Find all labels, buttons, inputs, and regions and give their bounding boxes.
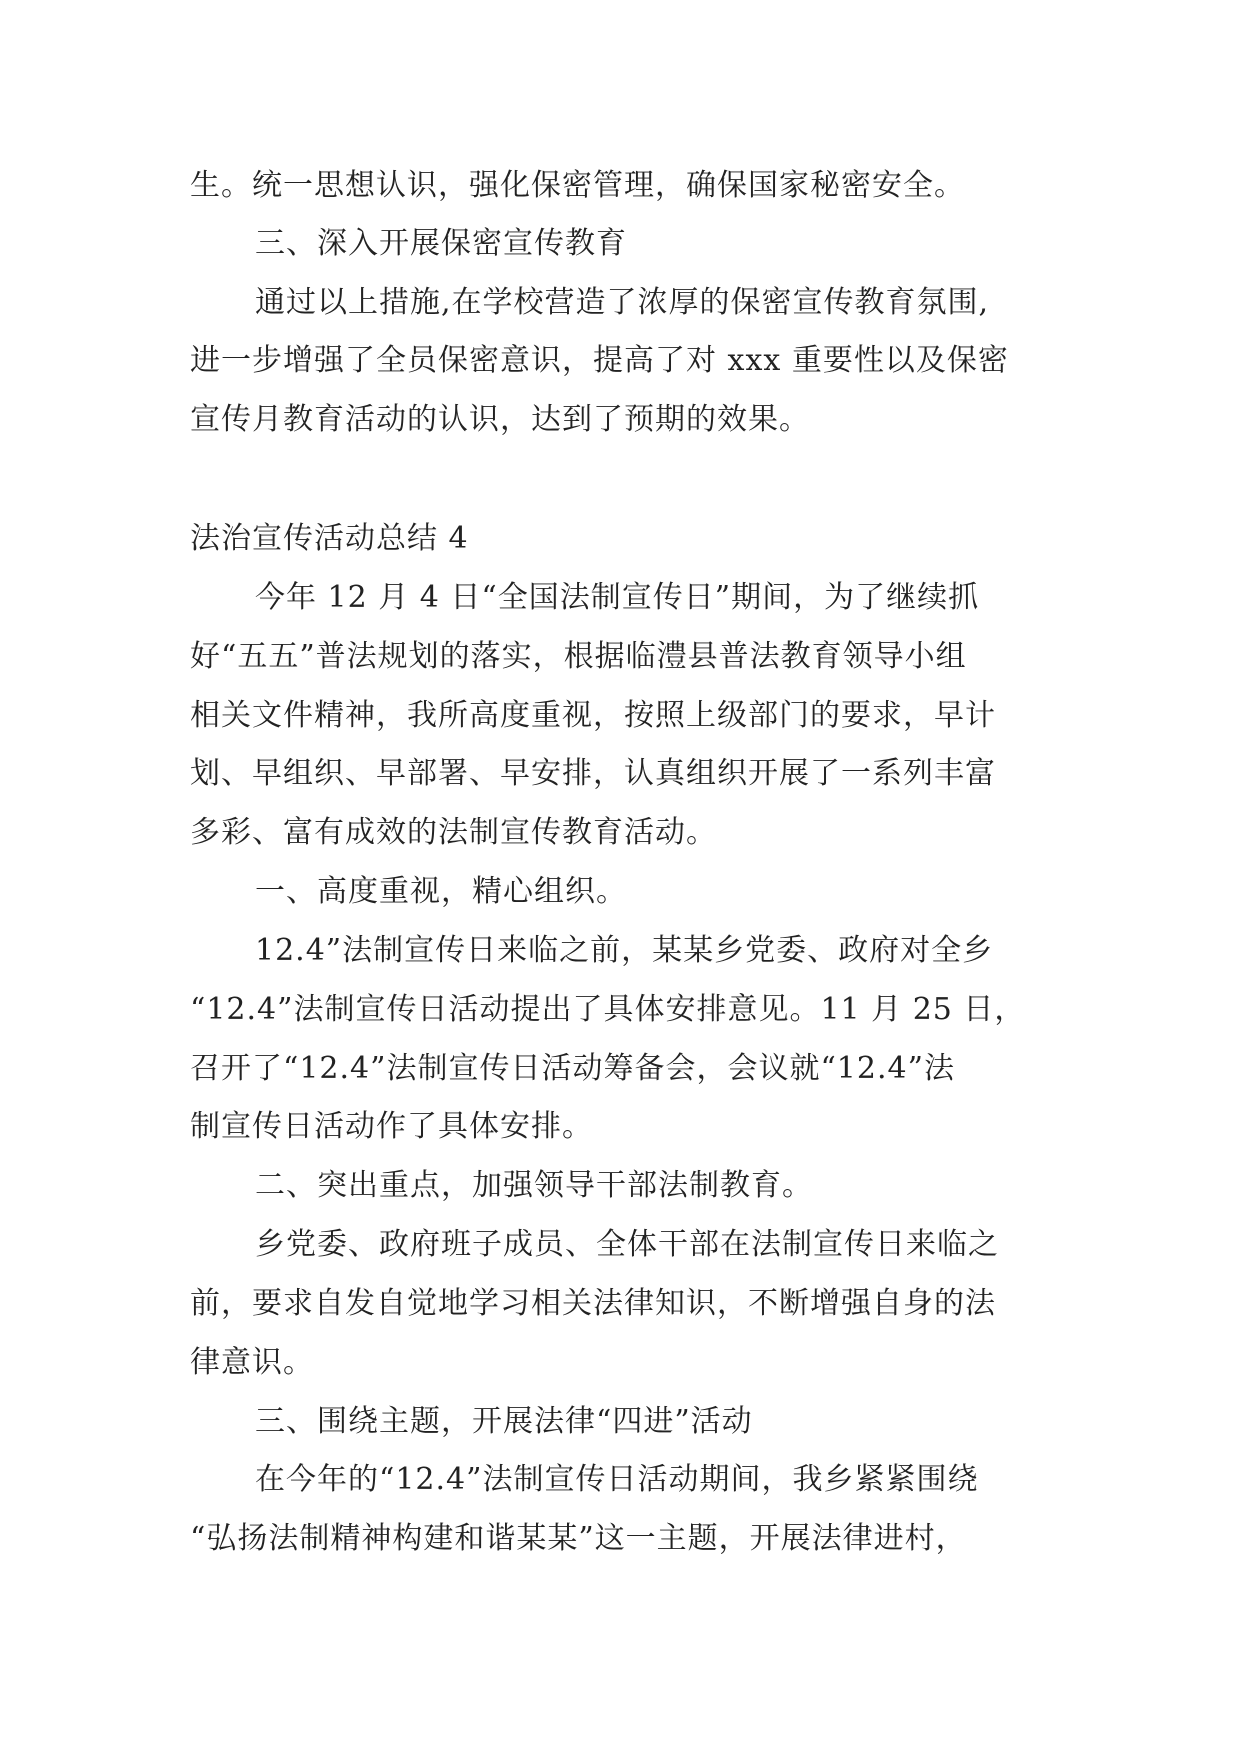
section-heading: 一、高度重视，精心组织。 [255, 874, 627, 909]
paragraph-line: 在今年的“12.4”法制宣传日活动期间，我乡紧紧围绕 [255, 1462, 979, 1497]
paragraph-line: 生。统一思想认识，强化保密管理，确保国家秘密安全。 [190, 168, 965, 203]
paragraph-line: 多彩、富有成效的法制宣传教育活动。 [190, 815, 717, 850]
paragraph-line: 12.4”法制宣传日来临之前，某某乡党委、政府对全乡 [255, 933, 994, 968]
paragraph-line: 相关文件精神，我所高度重视，按照上级部门的要求，早计 [190, 698, 996, 733]
paragraph-line: 通过以上措施,在学校营造了浓厚的保密宣传教育氛围, [255, 285, 990, 320]
paragraph-line: 乡党委、政府班子成员、全体干部在法制宣传日来临之 [255, 1227, 999, 1262]
document-title: 法治宣传活动总结 4 [190, 521, 469, 556]
paragraph-line: “弘扬法制精神构建和谐某某”这一主题，开展法律进村， [190, 1521, 967, 1556]
paragraph-line: 宣传月教育活动的认识，达到了预期的效果。 [190, 402, 810, 437]
paragraph-line: 前，要求自发自觉地学习相关法律知识，不断增强自身的法 [190, 1286, 996, 1321]
section-heading: 三、深入开展保密宣传教育 [255, 226, 627, 261]
section-heading: 三、围绕主题，开展法律“四进”活动 [255, 1404, 753, 1439]
paragraph-line: 好“五五”普法规划的落实，根据临澧县普法教育领导小组 [190, 639, 967, 674]
paragraph-line: “12.4”法制宣传日活动提出了具体安排意见。11 月 25 日， [190, 992, 1026, 1027]
paragraph-line: 进一步增强了全员保密意识，提高了对 xxx 重要性以及保密 [190, 343, 1009, 378]
paragraph-line: 今年 12 月 4 日“全国法制宣传日”期间，为了继续抓 [255, 580, 980, 615]
paragraph-line: 划、早组织、早部署、早安排，认真组织开展了一系列丰富 [190, 756, 996, 791]
paragraph-line: 召开了“12.4”法制宣传日活动筹备会，会议就“12.4”法 [190, 1051, 955, 1086]
paragraph-line: 制宣传日活动作了具体安排。 [190, 1109, 593, 1144]
section-heading: 二、突出重点，加强领导干部法制教育。 [255, 1168, 813, 1203]
paragraph-line: 律意识。 [190, 1345, 314, 1380]
